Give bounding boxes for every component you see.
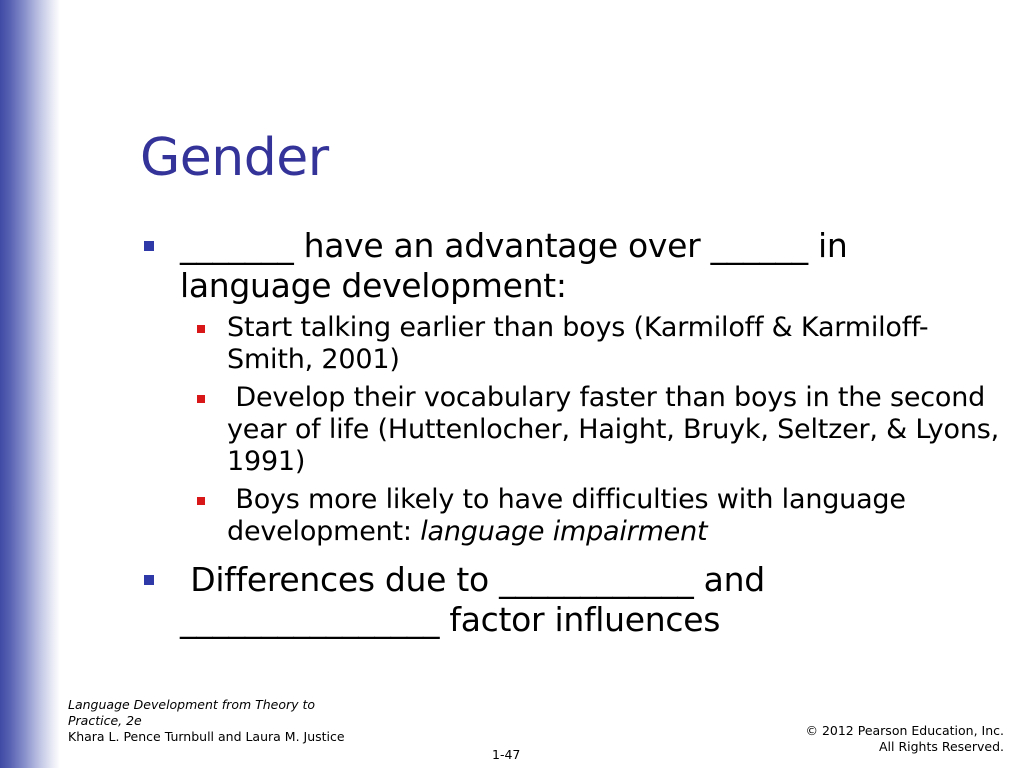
square-bullet-icon bbox=[197, 325, 205, 333]
sub-bullet-item bbox=[140, 312, 1000, 376]
copyright-text: © 2012 Pearson Education, Inc. bbox=[805, 723, 1004, 738]
square-bullet-icon bbox=[144, 575, 154, 585]
footer-citation bbox=[68, 697, 345, 745]
footer-authors: Khara L. Pence Turnbull and Laura M. Justice bbox=[68, 729, 345, 744]
footer-book-title: Language Development from Theory to Practice, 2e bbox=[68, 697, 316, 728]
rights-text: All Rights Reserved. bbox=[878, 739, 1004, 754]
square-bullet-icon bbox=[144, 241, 154, 251]
bullet-item bbox=[140, 226, 1000, 306]
square-bullet-icon bbox=[197, 497, 205, 505]
sub-bullet-text: Boys more likely to have difficulties with language development: bbox=[227, 484, 915, 547]
sub-bullet-list bbox=[140, 312, 1008, 548]
sub-bullet-item bbox=[140, 484, 1000, 548]
bullet-item bbox=[140, 560, 1000, 640]
sub-bullet-text: Develop their vocabulary faster than boys in the second year of life (Huttenlocher, Haight, Bruyk, Seltzer, & Lyons, 1991) bbox=[227, 382, 1008, 477]
slide-content bbox=[140, 226, 1008, 640]
slide-title: Gender bbox=[140, 128, 329, 188]
side-gradient-bar bbox=[0, 0, 60, 768]
bullet-text: Differences due to ____________ and ________________ factor influences bbox=[180, 560, 776, 639]
sub-bullet-italic-term: language impairment bbox=[420, 516, 708, 547]
square-bullet-icon bbox=[197, 395, 205, 403]
bullet-text: _______ have an advantage over ______ in language development: bbox=[180, 226, 848, 305]
sub-bullet-text: Start talking earlier than boys (Karmiloff & Karmiloff-Smith, 2001) bbox=[227, 312, 929, 375]
page-number: 1-47 bbox=[492, 747, 521, 762]
sub-bullet-item bbox=[140, 382, 1008, 478]
footer-copyright bbox=[805, 723, 1004, 755]
